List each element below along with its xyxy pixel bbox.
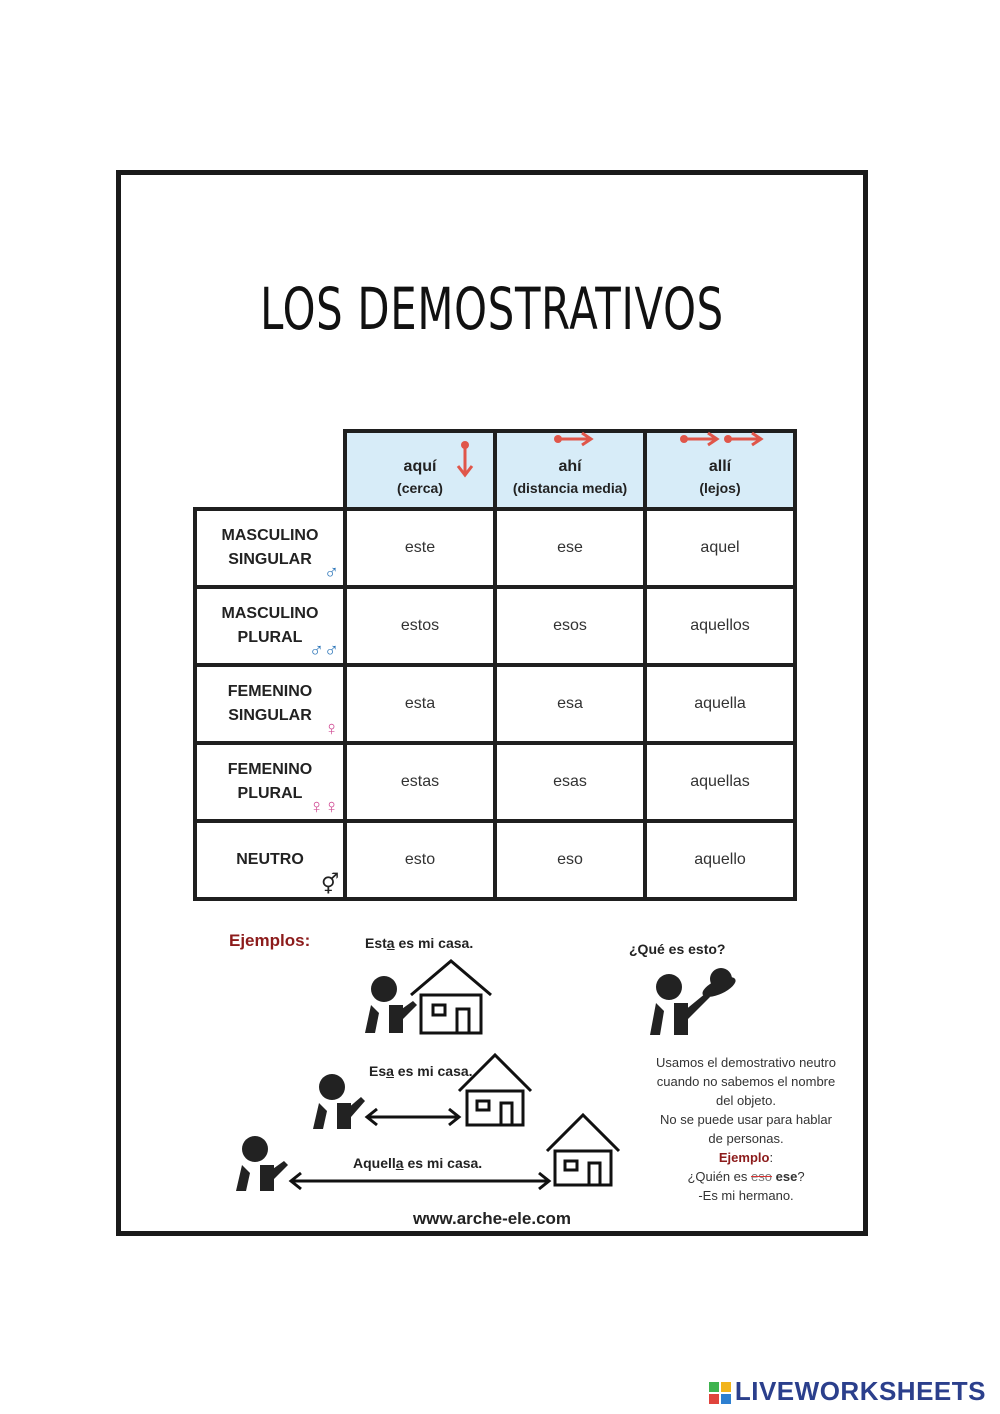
row-label-line: NEUTRO	[236, 851, 304, 868]
long-double-arrow-icon	[291, 1173, 549, 1189]
note-line: del objeto.	[716, 1093, 776, 1108]
male-symbol-icon: ♂	[324, 562, 339, 584]
sentence-part: Es	[369, 1063, 387, 1079]
male-symbol-icon: ♂♂	[309, 640, 339, 662]
table-cell: esas	[495, 743, 645, 821]
note-line: cuando no sabemos el nombre	[656, 1074, 836, 1089]
note-line: Usamos el demostrativo neutro	[656, 1055, 836, 1070]
column-word: ahí	[558, 458, 582, 475]
sentence-part: es mi casa.	[393, 1063, 473, 1079]
column-sub: (distancia media)	[512, 480, 628, 496]
sentence-underline: a	[386, 935, 395, 951]
row-label-line: MASCULINO	[221, 527, 319, 544]
sentence-underline: a	[386, 1063, 394, 1079]
row-label-line: FEMENINO	[227, 761, 313, 778]
row-label-line: SINGULAR	[228, 551, 312, 568]
note-line: No se puede usar para hablar	[659, 1112, 832, 1127]
note-ejemplo-line	[641, 1148, 851, 1167]
table-cell: aquella	[645, 665, 795, 743]
table-cell: esta	[345, 665, 495, 743]
row-label-line: FEMENINO	[227, 683, 313, 700]
table-cell: estos	[345, 587, 495, 665]
person-icon	[365, 976, 417, 1033]
sentence-part: Aquell	[353, 1155, 396, 1171]
house-icon	[547, 1115, 619, 1185]
table-cell: aquello	[645, 821, 795, 899]
question-text: ¿Qué es esto?	[629, 941, 726, 957]
note-question-line	[641, 1167, 851, 1186]
sentence-part: es mi casa.	[403, 1155, 483, 1171]
column-sub: (cerca)	[397, 480, 443, 496]
sentence-part: Est	[365, 935, 387, 951]
person-icon	[236, 1136, 288, 1191]
column-word: allí	[708, 458, 732, 475]
row-label-line: PLURAL	[237, 629, 303, 646]
neutral-symbol-icon: ⚥	[320, 874, 339, 896]
column-word: aquí	[403, 458, 437, 475]
liveworksheets-logo-icon	[709, 1382, 731, 1404]
table-cell: esos	[495, 587, 645, 665]
table-cell: eso	[495, 821, 645, 899]
note-correct-word: ese	[772, 1169, 798, 1184]
table-cell: aquellas	[645, 743, 795, 821]
note-question-pre: ¿Quién es	[687, 1169, 752, 1184]
table-cell: este	[345, 509, 495, 587]
row-label-line: MASCULINO	[221, 605, 319, 622]
row-label-line: SINGULAR	[228, 707, 312, 724]
note-ejemplo-label: Ejemplo	[718, 1150, 770, 1165]
table-cell: estas	[345, 743, 495, 821]
table-cell: aquel	[645, 509, 795, 587]
house-icon	[411, 961, 491, 1033]
sentence-part: es mi casa.	[394, 935, 474, 951]
examples-label: Ejemplos:	[229, 931, 311, 950]
neuter-note	[641, 1053, 851, 1205]
note-line: de personas.	[708, 1131, 784, 1146]
table-cell: esto	[345, 821, 495, 899]
source-url: www.arche-ele.com	[412, 1209, 572, 1228]
table-cell: esa	[495, 665, 645, 743]
person-with-hat-icon	[650, 968, 738, 1035]
person-icon	[313, 1074, 365, 1129]
row-label-line: PLURAL	[237, 785, 303, 802]
female-symbol-icon: ♀	[324, 718, 339, 740]
brand-text: LIVEWORKSHEETS	[734, 1376, 986, 1406]
column-sub: (lejos)	[699, 480, 741, 496]
table-cell: ese	[495, 509, 645, 587]
female-symbol-icon: ♀♀	[309, 796, 339, 818]
liveworksheets-brand	[709, 1376, 986, 1407]
table-cell: aquellos	[645, 587, 795, 665]
note-question-end: ?	[797, 1169, 805, 1184]
note-struck-word: eso	[751, 1169, 772, 1184]
worksheet-frame	[116, 170, 868, 1236]
sentence-underline: a	[395, 1155, 404, 1171]
house-icon	[459, 1055, 531, 1125]
note-colon: :	[769, 1150, 774, 1165]
page-title: LOS DEMOSTRATIVOS	[260, 275, 724, 343]
double-arrow-icon	[367, 1109, 459, 1125]
note-answer: -Es mi hermano.	[698, 1188, 794, 1203]
